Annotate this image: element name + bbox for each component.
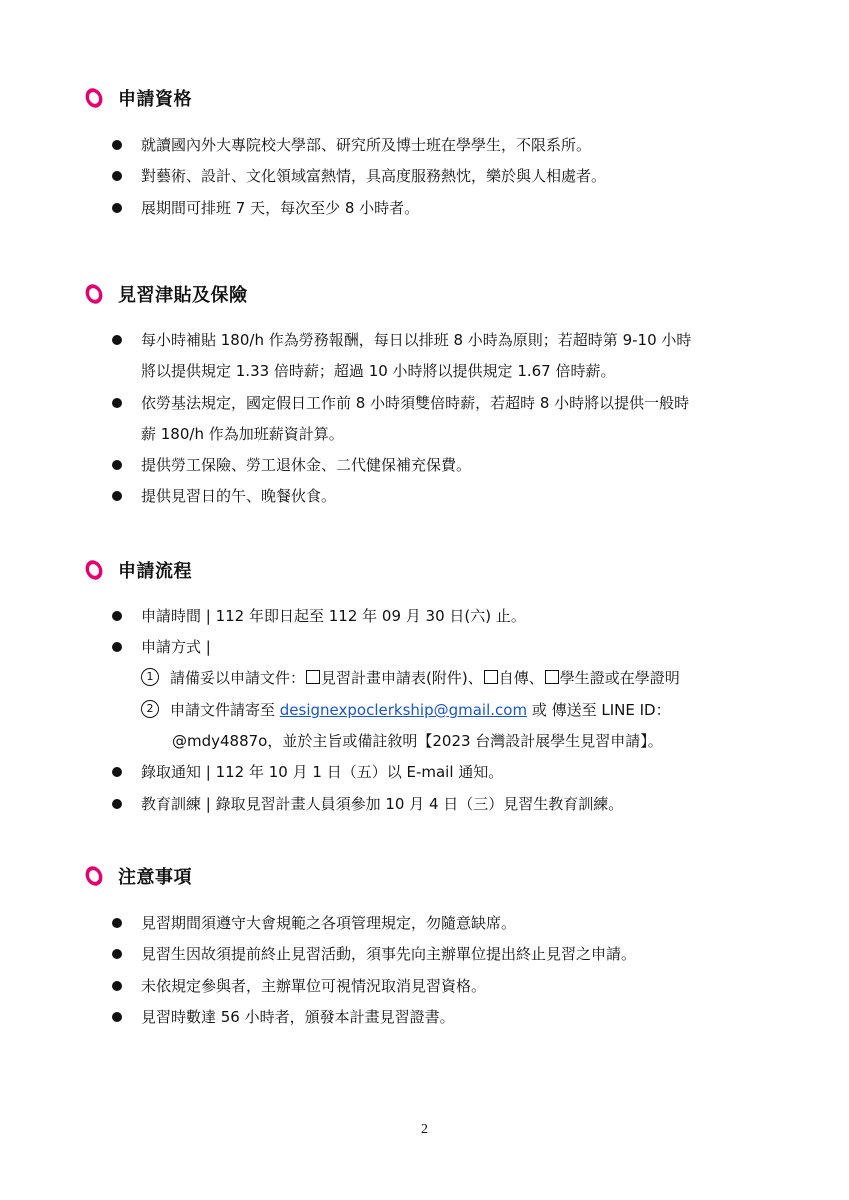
list-item: 展期間可排班 7 天，每次至少 8 小時者。	[0, 196, 849, 220]
circled-number: 1	[141, 668, 159, 686]
checkbox-icon	[484, 670, 498, 684]
heading-text: 注意事項	[118, 867, 192, 888]
sub-item-2: 2 申請文件請寄至 designexpoclerkship@gmail.com 或 傳送至 LINE ID：	[0, 698, 849, 722]
sub-item-2-continuation: @mdy4887o，並於主旨或備註敘明【2023 台灣設計展學生見習申請】。	[172, 732, 663, 750]
sub-item-1: 1 請備妥以申請文件： 見習計畫申請表(附件)、 自傳、 學生證或在學證明	[0, 666, 849, 690]
section-heading-process	[84, 556, 192, 584]
list-item: 對藝術、設計、文化領域富熱情，具高度服務熱忱，樂於與人相處者。	[0, 164, 849, 188]
list-item-continuation: 薪 180/h 作為加班薪資計算。	[141, 425, 344, 443]
ring-icon	[83, 864, 106, 889]
list-item-continuation: 將以提供規定 1.33 倍時薪；超過 10 小時將以提供規定 1.67 倍時薪。	[141, 362, 616, 380]
bullet-icon	[112, 335, 122, 345]
bullet-icon	[112, 460, 122, 470]
bullet-icon	[112, 949, 122, 959]
bullet-icon	[112, 767, 122, 777]
list-item: 提供見習日的午、晚餐伙食。	[0, 484, 849, 508]
list-item: 錄取通知 | 112 年 10 月 1 日（五）以 E-mail 通知。	[0, 760, 849, 784]
list-item: 每小時補貼 180/h 作為勞務報酬，每日以排班 8 小時為原則；若超時第 9-10 小時	[0, 328, 849, 352]
section-heading-eligibility	[84, 84, 192, 112]
bullet-icon	[112, 491, 122, 501]
list-item: 見習時數達 56 小時者，頒發本計畫見習證書。	[0, 1005, 849, 1029]
list-item: 見習生因故須提前終止見習活動，須事先向主辦單位提出終止見習之申請。	[0, 942, 849, 966]
bullet-icon	[112, 918, 122, 928]
bullet-icon	[112, 799, 122, 809]
heading-text: 申請流程	[118, 561, 192, 582]
ring-icon	[83, 558, 106, 583]
heading-text: 見習津貼及保險	[118, 285, 248, 306]
bullet-icon	[112, 171, 122, 181]
ring-icon	[83, 86, 106, 111]
list-item: 未依規定參與者，主辦單位可視情況取消見習資格。	[0, 974, 849, 998]
bullet-icon	[112, 1012, 122, 1022]
checkbox-icon	[306, 670, 320, 684]
checkbox-icon	[545, 670, 559, 684]
bullet-icon	[112, 398, 122, 408]
list-item: 就讀國內外大專院校大學部、研究所及博士班在學學生，不限系所。	[0, 133, 849, 157]
circled-number: 2	[141, 700, 159, 718]
list-item: 申請方式 |	[0, 635, 849, 659]
ring-icon	[83, 282, 106, 307]
list-item: 提供勞工保險、勞工退休金、二代健保補充保費。	[0, 453, 849, 477]
bullet-icon	[112, 611, 122, 621]
bullet-icon	[112, 981, 122, 991]
heading-text: 申請資格	[118, 89, 192, 110]
bullet-icon	[112, 642, 122, 652]
section-heading-notes	[84, 862, 192, 890]
bullet-icon	[112, 203, 122, 213]
list-item: 見習期間須遵守大會規範之各項管理規定，勿隨意缺席。	[0, 911, 849, 935]
email-link[interactable]: designexpoclerkship@gmail.com	[279, 701, 528, 719]
page-number: 2	[421, 1122, 428, 1137]
list-item: 教育訓練 | 錄取見習計畫人員須參加 10 月 4 日（三）見習生教育訓練。	[0, 792, 849, 816]
list-item: 申請時間 | 112 年即日起至 112 年 09 月 30 日(六) 止。	[0, 604, 849, 628]
bullet-icon	[112, 140, 122, 150]
list-item: 依勞基法規定，國定假日工作前 8 小時須雙倍時薪，若超時 8 小時將以提供一般時	[0, 391, 849, 415]
section-heading-allowance	[84, 280, 248, 308]
